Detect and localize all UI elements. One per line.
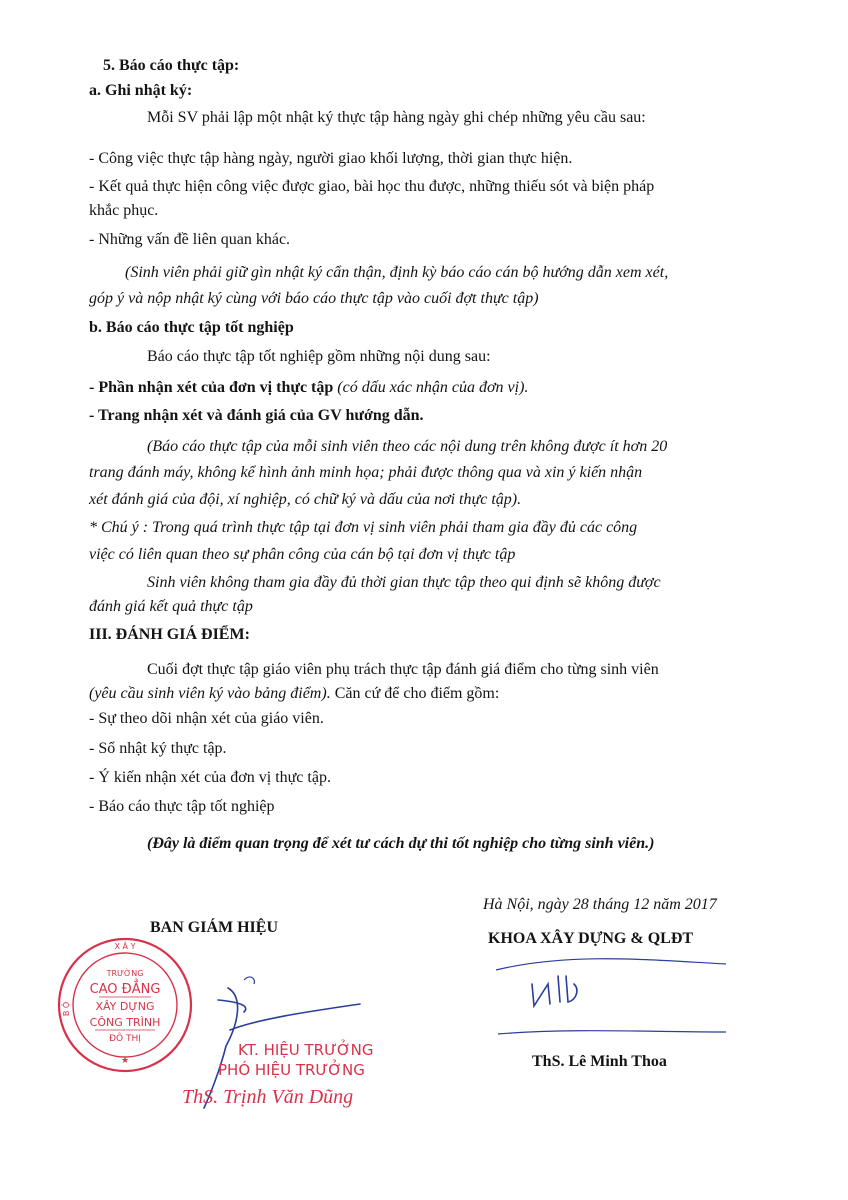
b-item-1-note: (có dấu xác nhận của đơn vị).	[337, 379, 529, 396]
s3-note: (Đây là điểm quan trọng để xét tư cách dự thi tốt nghiệp cho từng sinh viên.)	[147, 835, 655, 852]
s3-intro-italic: (yêu cầu sinh viên ký vào bảng điểm).	[89, 685, 331, 702]
right-signer-name: ThS. Lê Minh Thoa	[532, 1053, 667, 1070]
seal-line-2: CAO ĐẲNG	[89, 982, 161, 997]
left-title-1: KT. HIỆU TRƯỞNG	[238, 1041, 374, 1059]
section-5-heading: 5. Báo cáo thực tập:	[103, 57, 240, 74]
warning-line-1: * Chú ý : Trong quá trình thực tập tại đơn vị sinh viên phải tham gia đầy đủ các công	[89, 519, 638, 536]
seal-top-text: X Â Y	[114, 942, 136, 951]
seal-line-5: ĐÔ THỊ	[109, 1034, 141, 1044]
svg-text:★: ★	[120, 1056, 130, 1066]
a-item-2-line-2: khắc phục.	[89, 202, 159, 219]
b-item-1	[89, 378, 528, 398]
seal-side-text: B Ộ	[62, 1001, 71, 1017]
s3-item-1: - Sự theo dõi nhận xét của giáo viên.	[89, 710, 324, 727]
date-line: Hà Nội, ngày 28 tháng 12 năm 2017	[483, 896, 717, 913]
a-item-1: - Công việc thực tập hàng ngày, người giao khối lượng, thời gian thực hiện.	[89, 150, 573, 167]
s3-intro-rest: Căn cứ để cho điểm gồm:	[330, 685, 500, 702]
seal-line-4: CÔNG TRÌNH	[89, 1016, 161, 1029]
a-note-line-2: góp ý và nộp nhật ký cùng với báo cáo thực tập vào cuối đợt thực tập)	[89, 290, 539, 307]
a-intro: Mỗi SV phải lập một nhật ký thực tập hàng ngày ghi chép những yêu cầu sau:	[147, 109, 646, 126]
warning-line-2: việc có liên quan theo sự phân công của cán bộ tại đơn vị thực tập	[89, 546, 516, 563]
a-item-2-line-1: - Kết quả thực hiện công việc được giao, bài học thu được, những thiếu sót và biện pháp	[89, 178, 655, 195]
left-org-title: BAN GIÁM HIỆU	[150, 919, 279, 936]
dean-signature-icon	[490, 940, 730, 1050]
warning-2-line-1: Sinh viên không tham gia đầy đủ thời gian thực tập theo qui định sẽ không được	[147, 574, 661, 591]
right-org-title: KHOA XÂY DỰNG & QLĐT	[488, 930, 694, 947]
warning-2-line-2: đánh giá kết quả thực tập	[89, 598, 253, 615]
a-item-3: - Những vấn đề liên quan khác.	[89, 231, 291, 248]
left-title-2: PHÓ HIỆU TRƯỞNG	[218, 1061, 365, 1079]
a-note-line-1: (Sinh viên phải giữ gìn nhật ký cẩn thận, định kỳ báo cáo cán bộ hướng dẫn xem xét,	[125, 264, 669, 281]
b-item-2: - Trang nhận xét và đánh giá của GV hướng dẫn.	[89, 407, 424, 424]
s3-item-2: - Sổ nhật ký thực tập.	[89, 740, 227, 757]
seal-line-3: XÂY DỰNG	[95, 1000, 155, 1013]
s3-item-4: - Báo cáo thực tập tốt nghiệp	[89, 798, 275, 815]
s3-intro-line-1: Cuối đợt thực tập giáo viên phụ trách thực tập đánh giá điểm cho từng sinh viên	[147, 661, 659, 678]
left-signer-name: ThS. Trịnh Văn Dũng	[182, 1086, 354, 1108]
subsection-a-heading: a. Ghi nhật ký:	[89, 82, 193, 99]
b-item-1-bold: - Phần nhận xét của đơn vị thực tập	[89, 379, 334, 396]
s3-item-3: - Ý kiến nhận xét của đơn vị thực tập.	[89, 769, 331, 786]
seal-line-1: TRƯỜNG	[106, 969, 144, 978]
b-intro: Báo cáo thực tập tốt nghiệp gồm những nội dung sau:	[147, 348, 491, 365]
b-note-line-1: (Báo cáo thực tập của mỗi sinh viên theo các nội dung trên không được ít hơn 20	[147, 438, 668, 455]
b-note-line-3: xét đánh giá của đội, xí nghiệp, có chữ ký và dấu của nơi thực tập).	[89, 491, 522, 508]
b-note-line-2: trang đánh máy, không kể hình ảnh minh họa; phải được thông qua và xin ý kiến nhận	[89, 464, 643, 481]
section-3-heading: III. ĐÁNH GIÁ ĐIỂM:	[89, 626, 250, 643]
subsection-b-heading: b. Báo cáo thực tập tốt nghiệp	[89, 319, 294, 336]
s3-intro-line-2	[89, 684, 499, 704]
